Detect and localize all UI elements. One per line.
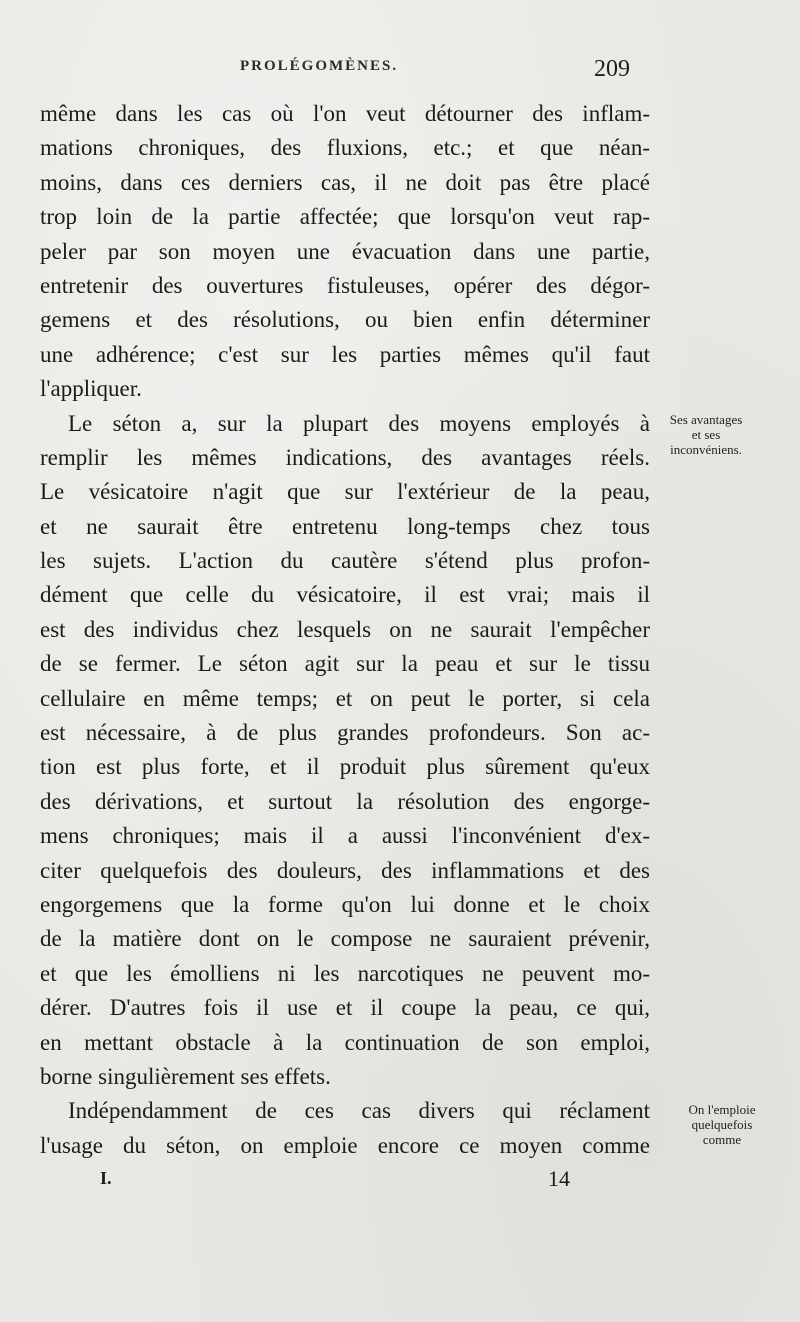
signature-mark: I. <box>100 1168 112 1188</box>
margin-note-line: On l'emploie <box>688 1102 756 1117</box>
text-line: Indépendamment de ces cas divers qui réclament <box>68 1098 650 1124</box>
text-line: citer quelquefois des douleurs, des inflammations et des <box>40 857 650 883</box>
text-line: remplir les mêmes indications, des avantages réels. <box>40 444 650 470</box>
text-line: moins, dans ces derniers cas, il ne doit pas être placé <box>40 169 650 195</box>
text-line: dément que celle du vésicatoire, il est vrai; mais il <box>40 582 650 608</box>
margin-note-line: quelquefois <box>691 1117 753 1132</box>
text-line: l'usage du séton, on emploie encore ce moyen comme <box>40 1132 650 1158</box>
text-line: en mettant obstacle à la continuation de son emploi, <box>40 1029 650 1055</box>
text-line: et ne saurait être entretenu long-temps chez tous <box>40 513 650 539</box>
text-line: est nécessaire, à de plus grandes profondeurs. Son ac- <box>40 720 650 746</box>
text-line: cellulaire en même temps; et on peut le porter, si cela <box>40 685 650 711</box>
paragraph-2 <box>40 407 650 1095</box>
text-line: de se fermer. Le séton agit sur la peau et sur le tissu <box>40 651 650 677</box>
text-line: gemens et des résolutions, ou bien enfin déterminer <box>40 307 650 333</box>
paragraph-3 <box>40 1094 650 1163</box>
running-title: PROLÉGOMÈNES. <box>240 58 399 74</box>
text-line: peler par son moyen une évacuation dans une partie, <box>40 238 650 264</box>
margin-note-line: Ses avantages <box>669 412 743 427</box>
text-line: les sujets. L'action du cautère s'étend plus profon- <box>40 548 650 574</box>
margin-note-line: comme <box>702 1132 742 1147</box>
paragraph-1 <box>40 97 650 407</box>
text-line: Le vésicatoire n'agit que sur l'extérieur de la peau, <box>40 479 650 505</box>
margin-note-advantages <box>650 412 762 457</box>
text-line: même dans les cas où l'on veut détourner des inflam- <box>40 101 650 126</box>
text-line: engorgemens que la forme qu'on lui donne et le choix <box>40 891 650 917</box>
margin-note-usage <box>662 1102 782 1147</box>
text-line: mations chroniques, des fluxions, etc.; et que néan- <box>40 135 650 161</box>
text-line: Le séton a, sur la plupart des moyens employés à <box>68 410 650 436</box>
text-line: et que les émolliens ni les narcotiques ne peuvent mo- <box>40 960 650 986</box>
text-line: l'appliquer. <box>40 376 142 402</box>
text-line: de la matière dont on le compose ne sauraient prévenir, <box>40 926 650 952</box>
main-text <box>40 97 650 1163</box>
text-line: tion est plus forte, et il produit plus sûrement qu'eux <box>40 754 650 780</box>
text-line: est des individus chez lesquels on ne saurait l'empêcher <box>40 616 650 642</box>
signature-number: 14 <box>548 1166 570 1191</box>
text-line: entretenir des ouvertures fistuleuses, opérer des dégor- <box>40 272 650 298</box>
text-line: dérer. D'autres fois il use et il coupe la peau, ce qui, <box>40 995 650 1021</box>
margin-note-line: inconvéniens. <box>670 442 742 457</box>
text-line: des dérivations, et surtout la résolution des engorge- <box>40 788 650 814</box>
text-line: borne singulièrement ses effets. <box>40 1063 331 1089</box>
margin-note-line: et ses <box>691 427 721 442</box>
text-line: mens chroniques; mais il a aussi l'inconvénient d'ex- <box>40 823 650 849</box>
text-line: trop loin de la partie affectée; que lorsqu'on veut rap- <box>40 204 650 230</box>
text-line: une adhérence; c'est sur les parties mêmes qu'il faut <box>40 341 650 367</box>
page-number: 209 <box>594 56 630 82</box>
